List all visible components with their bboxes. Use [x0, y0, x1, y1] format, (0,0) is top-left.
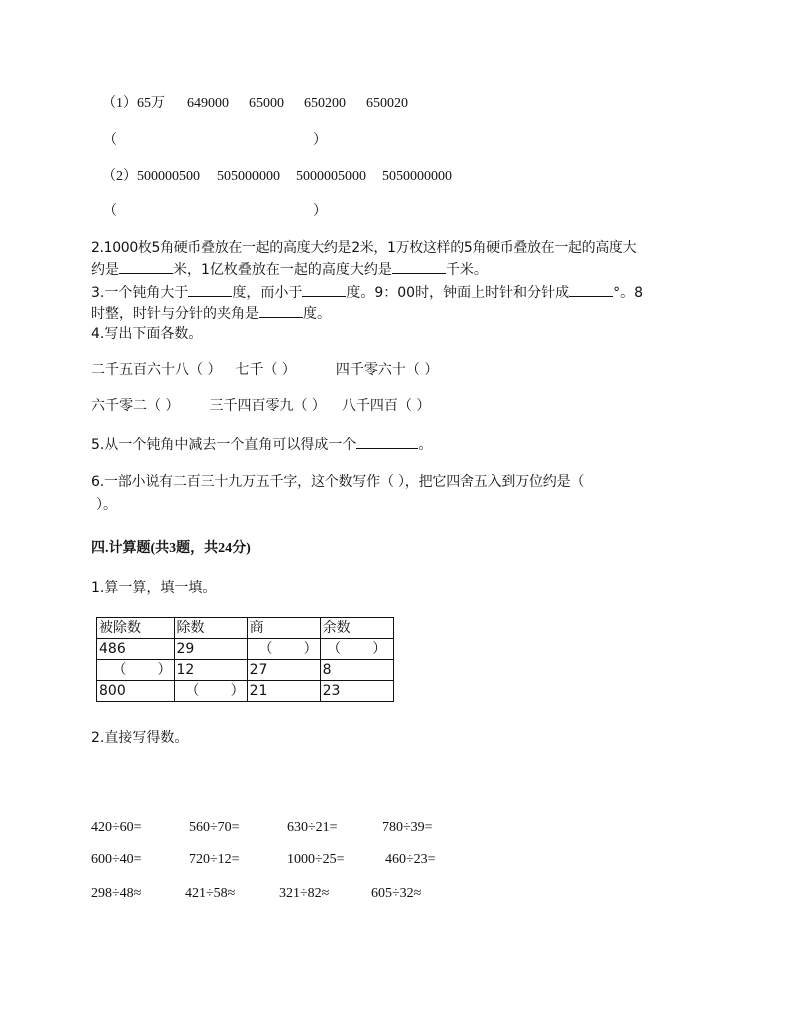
- table-header: 商: [247, 618, 320, 639]
- q4-item: 七千（ ）: [235, 362, 296, 378]
- q2-line2: 约是 米，1亿枚叠放在一起的高度大约是 千米。: [91, 262, 488, 278]
- calc2-item: 298÷48≈: [91, 886, 142, 901]
- table-row: [97, 639, 394, 660]
- table-cell: 486: [97, 639, 175, 660]
- table-header: 余数: [320, 618, 393, 639]
- q1-part2-answer[interactable]: （ ）: [103, 203, 327, 219]
- section-title: 四.计算题(共3题，共24分): [91, 541, 251, 556]
- q4-row2: [91, 397, 430, 415]
- calc1-title: 1.算一算，填一填。: [91, 580, 217, 596]
- table-cell: 23: [320, 681, 393, 702]
- q1-part2-item: 5000005000: [296, 169, 366, 184]
- calc2-item: 720÷12=: [189, 852, 240, 867]
- table-cell-blank[interactable]: （ ）: [320, 639, 393, 660]
- calc2-item: 1000÷25=: [287, 852, 345, 867]
- q4-item: 三千四百零九（ ）: [209, 398, 326, 414]
- q6-line2: ）。: [96, 497, 117, 513]
- calc2-item: 605÷32≈: [371, 886, 422, 901]
- q2-blank-meters[interactable]: [119, 260, 173, 274]
- calc2-item: 421÷58≈: [185, 886, 236, 901]
- calc2-item: 420÷60=: [91, 820, 142, 835]
- q3-line1: 3.一个钝角大于 度，而小于 度。9：00时，钟面上时针和分针成 °。8: [91, 285, 644, 301]
- calc2-item: 460÷23=: [385, 852, 436, 867]
- division-table: [96, 617, 394, 702]
- q1-part1-item: 650200: [304, 96, 346, 111]
- q4-title: 4.写出下面各数。: [91, 326, 203, 342]
- table-cell-blank[interactable]: （ ）: [97, 660, 175, 681]
- table-cell: 27: [247, 660, 320, 681]
- q3-blank-max[interactable]: [302, 283, 346, 297]
- q5-blank[interactable]: [356, 435, 418, 449]
- q3-blank-min[interactable]: [188, 283, 232, 297]
- table-cell: 8: [320, 660, 393, 681]
- q4-item: 八千四百（ ）: [341, 398, 431, 414]
- table-cell: 21: [247, 681, 320, 702]
- calc2-item: 560÷70=: [189, 820, 240, 835]
- table-header: 除数: [174, 618, 247, 639]
- calc2-item: 780÷39=: [382, 820, 433, 835]
- calc2-item: 630÷21=: [287, 820, 338, 835]
- q1-part1-item: 65000: [249, 96, 284, 111]
- q1-part1-answer[interactable]: （ ）: [103, 132, 327, 148]
- q3-line2: 时整，时针与分针的夹角是 度。: [91, 306, 331, 322]
- table-cell: 12: [174, 660, 247, 681]
- q1-part2-label: （2）: [102, 169, 137, 184]
- calc2-title: 2.直接写得数。: [91, 730, 189, 746]
- q1-part1-item: 650020: [366, 96, 408, 111]
- q4-row1: [91, 361, 438, 379]
- calc2-item: 321÷82≈: [279, 886, 330, 901]
- q1-part1-label: （1）: [102, 96, 137, 111]
- q3-blank-8oclock[interactable]: [259, 304, 303, 318]
- q4-item: 六千零二（ ）: [91, 398, 180, 414]
- table-cell: 29: [174, 639, 247, 660]
- table-header: 被除数: [97, 618, 175, 639]
- q1-part1-item: 649000: [187, 96, 229, 111]
- q1-part1-line: [102, 95, 408, 113]
- calc2-item: 600÷40=: [91, 852, 142, 867]
- q1-part1-item: 65万: [137, 96, 165, 111]
- q2-line1: 2.1000枚5角硬币叠放在一起的高度大约是2米，1万枚这样的5角硬币叠放在一起的高度大: [91, 240, 637, 256]
- q1-part2-item: 5050000000: [382, 169, 452, 184]
- q1-part2-line: [102, 168, 452, 186]
- q1-part2-item: 500000500: [137, 169, 200, 184]
- table-row: [97, 660, 394, 681]
- q2-blank-km[interactable]: [392, 260, 446, 274]
- q5-line: 5.从一个钝角中减去一个直角可以得成一个 。: [91, 437, 433, 453]
- q1-part2-item: 505000000: [217, 169, 280, 184]
- table-cell: 800: [97, 681, 175, 702]
- table-cell-blank[interactable]: （ ）: [174, 681, 247, 702]
- q4-item: 四千零六十（ ）: [335, 362, 439, 378]
- q3-blank-angle[interactable]: [569, 283, 613, 297]
- table-header-row: [97, 618, 394, 639]
- table-cell-blank[interactable]: （ ）: [247, 639, 320, 660]
- q6-line1: 6.一部小说有二百三十九万五千字，这个数写作（ ），把它四舍五入到万位约是（: [91, 474, 585, 490]
- table-row: [97, 681, 394, 702]
- q4-item: 二千五百六十八（ ）: [91, 362, 222, 378]
